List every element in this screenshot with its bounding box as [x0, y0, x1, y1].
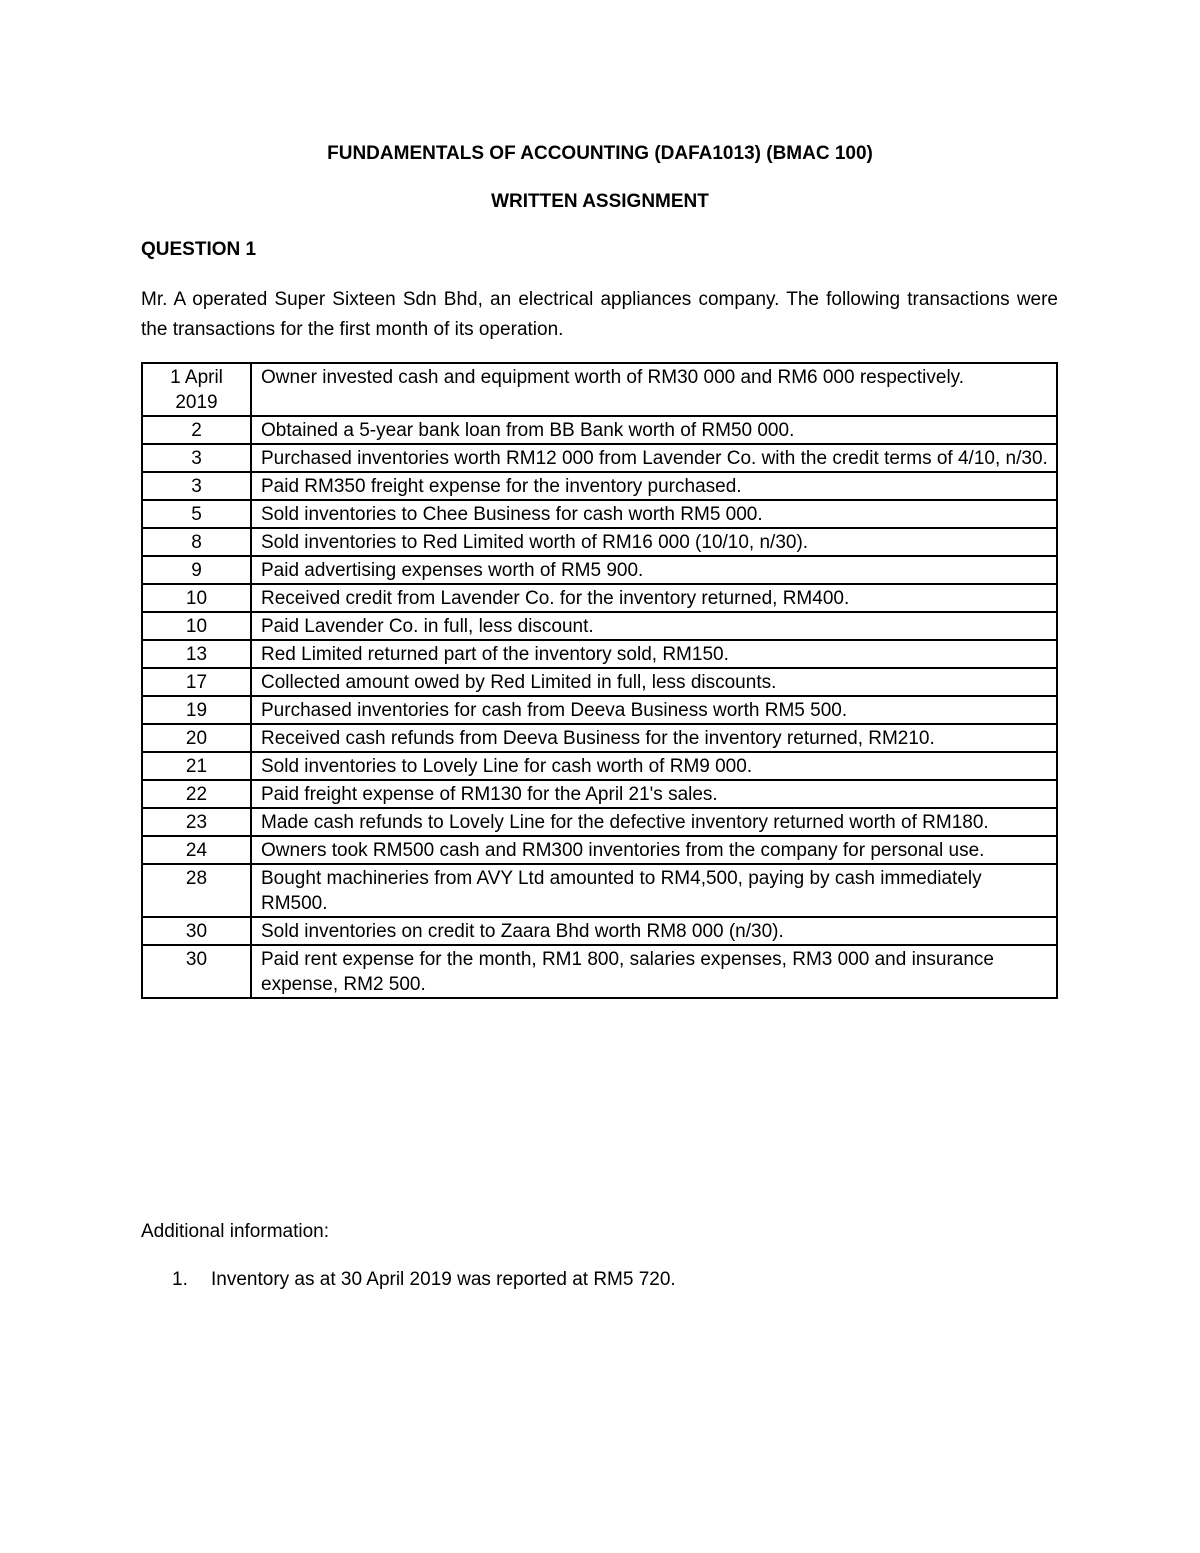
- transaction-description: Paid advertising expenses worth of RM5 900.: [251, 556, 1057, 584]
- transaction-date: 3: [142, 444, 251, 472]
- transaction-date: 13: [142, 640, 251, 668]
- transaction-description: Owner invested cash and equipment worth of RM30 000 and RM6 000 respectively.: [251, 363, 1057, 416]
- list-item-number: 1.: [172, 1269, 188, 1290]
- transaction-date: 9: [142, 556, 251, 584]
- transaction-date: 28: [142, 864, 251, 917]
- transaction-date: 2: [142, 416, 251, 444]
- transaction-description: Collected amount owed by Red Limited in full, less discounts.: [251, 668, 1057, 696]
- table-row: [142, 724, 1057, 752]
- question-intro: Mr. A operated Super Sixteen Sdn Bhd, an electrical appliances company. The following transactions were the transactions for the first month of its operation.: [141, 289, 1058, 340]
- transaction-description: Paid Lavender Co. in full, less discount.: [251, 612, 1057, 640]
- table-row: [142, 612, 1057, 640]
- table-row: [142, 444, 1057, 472]
- transactions-table: [141, 362, 1058, 999]
- transaction-date: 10: [142, 612, 251, 640]
- table-row: [142, 668, 1057, 696]
- transaction-description: Bought machineries from AVY Ltd amounted to RM4,500, paying by cash immediately RM500.: [251, 864, 1057, 917]
- transactions-table-body: [142, 363, 1057, 998]
- transaction-date: 21: [142, 752, 251, 780]
- table-row: [142, 917, 1057, 945]
- transaction-date: 20: [142, 724, 251, 752]
- table-row: [142, 500, 1057, 528]
- table-row: [142, 945, 1057, 998]
- table-row: [142, 640, 1057, 668]
- table-row: [142, 528, 1057, 556]
- transaction-description: Red Limited returned part of the inventory sold, RM150.: [251, 640, 1057, 668]
- transaction-date: 8: [142, 528, 251, 556]
- transaction-description: Made cash refunds to Lovely Line for the defective inventory returned worth of RM180.: [251, 808, 1057, 836]
- table-row: [142, 780, 1057, 808]
- additional-info-label: Additional information:: [141, 1221, 329, 1242]
- table-row: [142, 836, 1057, 864]
- transaction-description: Received credit from Lavender Co. for the inventory returned, RM400.: [251, 584, 1057, 612]
- transaction-date: 23: [142, 808, 251, 836]
- transaction-date: 3: [142, 472, 251, 500]
- table-row: [142, 556, 1057, 584]
- transaction-description: Sold inventories to Red Limited worth of RM16 000 (10/10, n/30).: [251, 528, 1057, 556]
- table-row: [142, 752, 1057, 780]
- transaction-date: 17: [142, 668, 251, 696]
- transaction-date: 30: [142, 917, 251, 945]
- additional-info-item: [172, 1268, 676, 1292]
- transaction-description: Sold inventories to Chee Business for cash worth RM5 000.: [251, 500, 1057, 528]
- transaction-date: 19: [142, 696, 251, 724]
- list-item-text: Inventory as at 30 April 2019 was reported at RM5 720.: [211, 1269, 676, 1290]
- table-row: [142, 363, 1057, 416]
- table-row: [142, 472, 1057, 500]
- transaction-date: 30: [142, 945, 251, 998]
- transaction-date: 5: [142, 500, 251, 528]
- table-row: [142, 696, 1057, 724]
- transaction-description: Purchased inventories worth RM12 000 from Lavender Co. with the credit terms of 4/10, n/30.: [251, 444, 1057, 472]
- transaction-date: 1 April 2019: [142, 363, 251, 416]
- table-row: [142, 808, 1057, 836]
- assignment-title: WRITTEN ASSIGNMENT: [491, 191, 709, 212]
- transaction-description: Received cash refunds from Deeva Business for the inventory returned, RM210.: [251, 724, 1057, 752]
- transaction-description: Paid rent expense for the month, RM1 800, salaries expenses, RM3 000 and insurance expense, RM2 500.: [251, 945, 1057, 998]
- table-row: [142, 416, 1057, 444]
- course-title: FUNDAMENTALS OF ACCOUNTING (DAFA1013) (BMAC 100): [327, 143, 873, 164]
- transaction-description: Paid RM350 freight expense for the inventory purchased.: [251, 472, 1057, 500]
- transaction-description: Owners took RM500 cash and RM300 inventories from the company for personal use.: [251, 836, 1057, 864]
- transaction-description: Purchased inventories for cash from Deeva Business worth RM5 500.: [251, 696, 1057, 724]
- transaction-date: 24: [142, 836, 251, 864]
- transaction-description: Sold inventories to Lovely Line for cash worth of RM9 000.: [251, 752, 1057, 780]
- transaction-description: Sold inventories on credit to Zaara Bhd worth RM8 000 (n/30).: [251, 917, 1057, 945]
- question-heading: QUESTION 1: [141, 239, 257, 260]
- transaction-description: Paid freight expense of RM130 for the April 21's sales.: [251, 780, 1057, 808]
- table-row: [142, 584, 1057, 612]
- transaction-date: 22: [142, 780, 251, 808]
- transaction-date: 10: [142, 584, 251, 612]
- table-row: [142, 864, 1057, 917]
- transaction-description: Obtained a 5-year bank loan from BB Bank worth of RM50 000.: [251, 416, 1057, 444]
